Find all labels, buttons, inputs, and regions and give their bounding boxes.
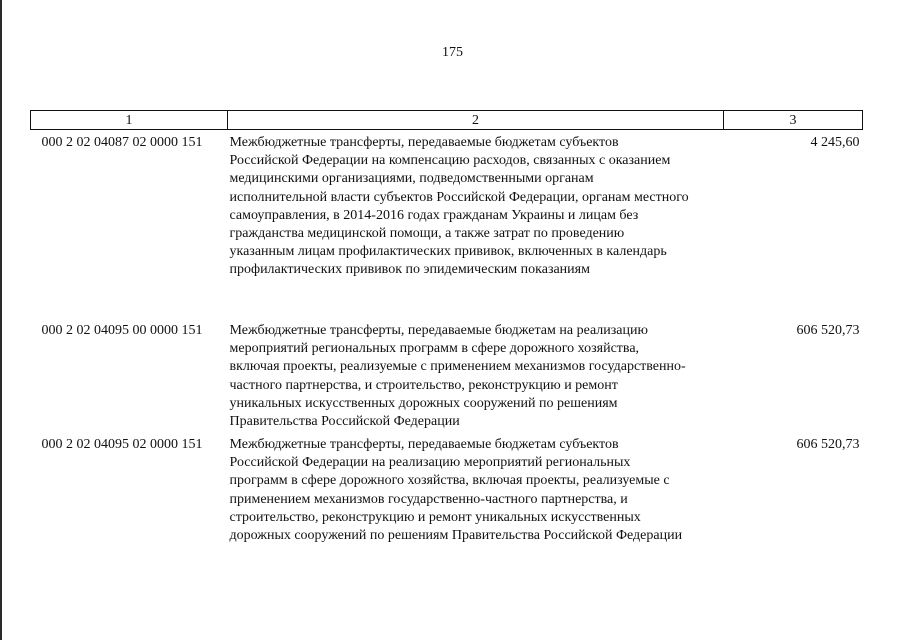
description-line: медицинскими организациями, подведомственными органам — [229, 171, 594, 187]
description-line: самоуправления, в 2014-2016 годах гражданам Украины и лицам без — [229, 207, 639, 223]
description-line: дорожных сооружений по решениям Правительства Российской Федерации — [229, 528, 683, 544]
description-line: строительство, реконструкцию и ремонт уникальных искусственных — [229, 509, 641, 525]
description-line: частного партнерства, и строительство, реконструкцию и ремонт — [229, 377, 618, 393]
description-line: Межбюджетные трансферты, передаваемые бюджетам на реализацию — [229, 323, 648, 338]
table-row — [31, 432, 863, 556]
description-line: Межбюджетные трансферты, передаваемые бюджетам субъектов — [229, 135, 619, 150]
column-header-amount: 3 — [724, 111, 863, 130]
description-line: указанным лицам профилактических прививок, включенных в календарь — [229, 244, 667, 260]
budget-code: 000 2 02 04095 00 0000 151 — [41, 323, 203, 338]
table-row — [31, 318, 863, 432]
description-line: Межбюджетные трансферты, передаваемые бюджетам субъектов — [229, 437, 619, 452]
description-line: применением механизмов государственно-частного партнерства, и — [229, 491, 628, 507]
description-line: уникальных искусственных дорожных сооружений по решениям — [229, 395, 618, 411]
amount-value: 606 520,73 — [796, 323, 860, 338]
item-description — [228, 318, 724, 432]
amount-value: 4 245,60 — [810, 135, 860, 150]
page-number: 175 — [442, 45, 463, 60]
description-line: мероприятий региональных программ в сфере дорожного хозяйства, — [229, 341, 640, 357]
column-header-code: 1 — [31, 111, 228, 130]
item-description — [228, 432, 724, 556]
description-line: программ в сфере дорожного хозяйства, включая проекты, реализуемые с — [229, 473, 670, 489]
budget-code: 000 2 02 04087 02 0000 151 — [41, 135, 203, 150]
table-row — [31, 130, 863, 319]
column-header-name: 2 — [228, 111, 724, 130]
budget-code: 000 2 02 04095 02 0000 151 — [41, 437, 203, 452]
description-line: Российской Федерации на компенсацию расходов, связанных с оказанием — [229, 153, 671, 169]
table-header-row — [31, 111, 863, 130]
description-line: включая проекты, реализуемые с применением механизмов государственно- — [229, 359, 686, 375]
description-line: профилактических прививок по эпидемическим показаниям — [229, 262, 590, 278]
amount-value: 606 520,73 — [796, 437, 860, 452]
description-line: Правительства Российской Федерации — [229, 414, 460, 430]
description-line: исполнительной власти субъектов Российской Федерации, органам местного — [229, 189, 689, 205]
scan-edge-line — [0, 0, 2, 640]
description-line: Российской Федерации на реализацию мероприятий региональных — [229, 455, 631, 471]
budget-revenue-table — [30, 110, 863, 556]
item-description — [228, 130, 724, 319]
description-line: гражданства медицинской помощи, а также затрат по проведению — [229, 226, 625, 242]
